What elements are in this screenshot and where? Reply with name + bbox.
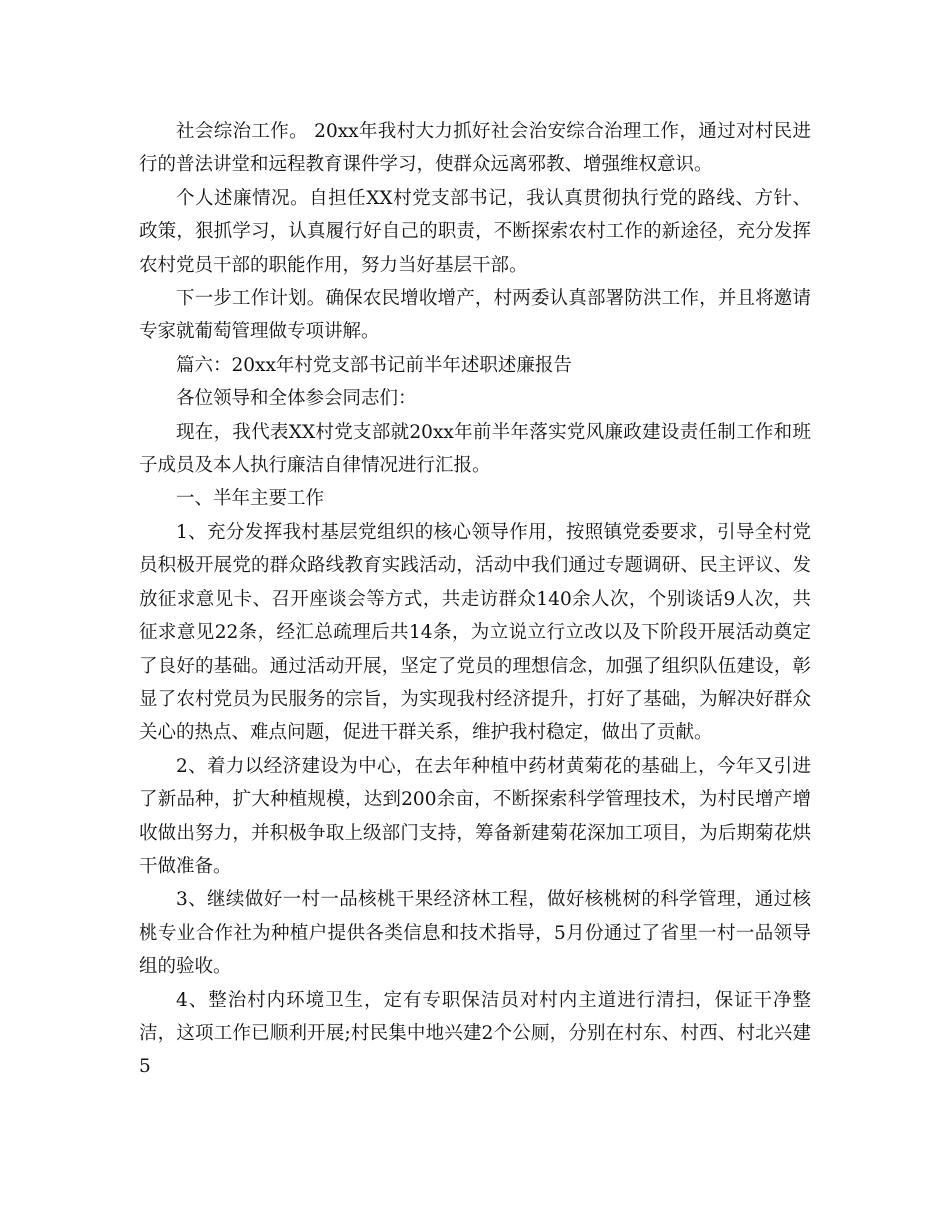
- paragraph-social-governance: 社会综治工作。 20xx年我村大力抓好社会治安综合治理工作，通过对村民进行的普法讲堂和远程教育课件学习，使群众远离邪教、增强维权意识。: [139, 121, 811, 176]
- paragraph-item-3: 3、继续做好一村一品核桃干果经济林工程，做好核桃树的科学管理，通过核桃专业合作社为种植户提供各类信息和技术指导，5月份通过了省里一村一品领导组的验收。: [139, 889, 811, 978]
- paragraph-introduction: 现在，我代表XX村党支部就20xx年前半年落实党风廉政建设责任制工作和班子成员及本人执行廉洁自律情况进行汇报。: [139, 421, 811, 477]
- paragraph-item-2: 2、着力以经济建设为中心，在去年种植中药材黄菊花的基础上，今年又引进了新品种，扩大种植规模，达到200余亩，不断探索科学管理技术，为村民增产增收做出努力，并积极争取上级部门支持，筹备新建菊花深加工项目，为后期菊花烘干做准备。: [139, 755, 811, 877]
- paragraph-item-4: 4、整治村内环境卫生，定有专职保洁员对村内主道进行清扫，保证干净整洁，这项工作已顺利开展;村民集中地兴建2个公厕，分别在村东、村西、村北兴建5: [139, 989, 811, 1078]
- document-body: [139, 115, 811, 1084]
- paragraph-item-1: 1、充分发挥我村基层党组织的核心领导作用，按照镇党委要求，引导全村党员积极开展党的群众路线教育实践活动，活动中我们通过专题调研、民主评议、发放征求意见卡、召开座谈会等方式，共走访群众140余人次，个别谈话9人次，共征求意见22条，经汇总疏理后共14条，为立说立行立改以及下阶段开展活动奠定了良好的基础。通过活动开展，坚定了党员的理想信念，加强了组织队伍建设，彰显了农村党员为民服务的宗旨，为实现我村经济提升，打好了基础，为解决好群众关心的热点、难点问题，促进干群关系，维护我村稳定，做出了贡献。: [139, 521, 811, 744]
- section-heading-main-work: 一、半年主要工作: [176, 488, 325, 510]
- paragraph-personal-integrity: 个人述廉情况。自担任XX村党支部书记，我认真贯彻执行党的路线、方针、政策，狠抓学习，认真履行好自己的职责，不断探索农村工作的新途径，充分发挥农村党员干部的职能作用，努力当好基层干部。: [139, 187, 811, 276]
- paragraph-salutation: 各位领导和全体参会同志们：: [176, 388, 417, 410]
- paragraph-next-plan: 下一步工作计划。确保农民增收增产，村两委认真部署防洪工作，并且将邀请专家就葡萄管理做专项讲解。: [139, 288, 811, 343]
- section-heading-part-six: 篇六：20xx年村党支部书记前半年述职述廉报告: [176, 354, 572, 376]
